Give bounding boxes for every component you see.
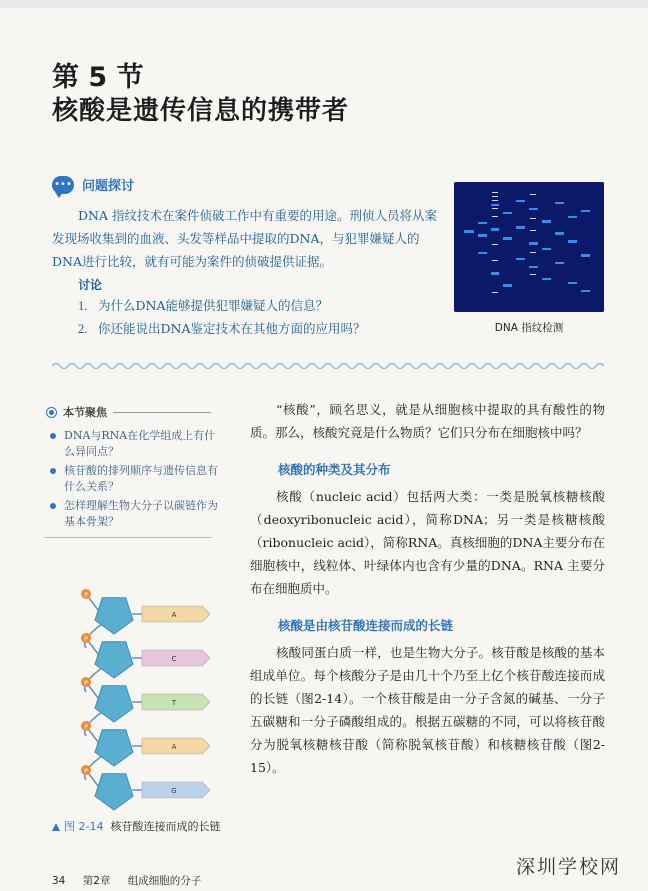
- discussion-header: [52, 175, 134, 194]
- focus-item: DNA与RNA在化学组成上有什么异同点？: [48, 428, 218, 460]
- phosphate-label: P: [84, 768, 88, 775]
- page-number: 34: [52, 875, 66, 887]
- focus-target-icon: [46, 407, 57, 418]
- base-letter: G: [171, 787, 177, 795]
- heading-nucleic-acid-types: 核酸的种类及其分布: [278, 462, 391, 477]
- phosphate-label: P: [84, 724, 88, 731]
- section-focus-list: [48, 428, 218, 533]
- main-text-column: [250, 398, 605, 779]
- intro-paragraph: “核酸”，顾名思义，就是从细胞核中提取的具有酸性的物质。那么，核酸究竟是什么物质？它们只分布在细胞核中吗？: [250, 402, 605, 440]
- figure-caption: [52, 818, 220, 834]
- paragraph-nucleotide-chain: 核酸同蛋白质一样，也是生物大分子。核苷酸是核酸的基本组成单位。每个核酸分子是由几十个乃至上亿个核苷酸连接而成的长链（图2-14）。一个核苷酸是由一分子含氮的碱基、一分子五碳糖和一分子磷酸组成的。根据五碳糖的不同，可以将核苷酸分为脱氧核糖核苷酸（简称脱氧核苷酸）和核糖核苷酸（图2-15）。: [250, 645, 605, 775]
- speech-bubble-icon: •••: [52, 176, 74, 194]
- section-focus-title: 本节聚焦: [63, 406, 107, 419]
- dna-photo-caption: DNA 指纹检测: [494, 322, 564, 334]
- section-title: 核酸是遗传信息的携带者: [52, 96, 350, 126]
- focus-item: 怎样理解生物大分子以碳链作为基本骨架？: [48, 498, 218, 530]
- figure-caption-label: 图 2-14: [64, 820, 104, 833]
- section-focus-header: [46, 404, 211, 420]
- chapter-title: 组成细胞的分子: [127, 875, 202, 887]
- base-letter: A: [171, 743, 177, 751]
- sugar-pentagon: [95, 730, 133, 766]
- phosphate-label: P: [84, 636, 88, 643]
- triangle-marker-icon: [52, 823, 60, 831]
- chapter-number: 第2章: [82, 875, 111, 887]
- base-letter: A: [171, 611, 177, 619]
- focus-bottom-rule: [44, 537, 212, 538]
- question-number: 2.: [78, 322, 88, 336]
- figure-caption-text: 核苷酸连接而成的长链: [110, 820, 221, 833]
- dna-gel-bands: [454, 182, 604, 312]
- talk-label: 讨论: [78, 278, 103, 292]
- base-letter: T: [171, 699, 177, 707]
- phosphate-label: P: [84, 592, 88, 599]
- wavy-divider: [52, 360, 604, 372]
- dna-fingerprint-photo: [454, 182, 604, 312]
- discussion-paragraph: DNA 指纹技术在案件侦破工作中有重要的用途。刑侦人员将从案发现场收集到的血液、头发等样品中提取的DNA，与犯罪嫌疑人的DNA进行比较，就有可能为案件的侦破提供证据。: [52, 208, 437, 269]
- question-number: 1.: [78, 299, 88, 313]
- watermark-logo: 深圳学校网: [516, 856, 622, 878]
- sugar-pentagon: [95, 686, 133, 722]
- page-footer: [52, 873, 215, 888]
- nucleotide-chain-diagram: [62, 582, 222, 814]
- discussion-title: 问题探讨: [82, 179, 135, 194]
- paragraph-nucleic-acid-types: 核酸（nucleic acid）包括两大类：一类是脱氧核糖核酸（deoxyribonucleic acid），简称DNA；另一类是核糖核酸（ribonucleic acid），简称RNA。真核细胞的DNA主要分布在细胞核中，线粒体、叶绿体内也含有少量的DNA。RNA 主要分布在细胞质中。: [250, 489, 605, 596]
- top-band: [0, 0, 648, 8]
- section-number: 第 5 节: [52, 62, 144, 93]
- focus-header-rule: [113, 412, 211, 413]
- base-letter: C: [171, 655, 177, 663]
- question-item: [78, 296, 328, 314]
- sugar-pentagon: [95, 598, 133, 634]
- question-item: [78, 319, 366, 337]
- sugar-pentagon: [95, 642, 133, 678]
- heading-nucleotide-chain: 核酸是由核苷酸连接而成的长链: [278, 618, 454, 633]
- sugar-pentagon: [95, 774, 133, 810]
- question-text: 为什么DNA能够提供犯罪嫌疑人的信息？: [98, 298, 328, 313]
- question-text: 你还能说出DNA鉴定技术在其他方面的应用吗？: [98, 321, 366, 336]
- focus-item: 核苷酸的排列顺序与遗传信息有什么关系？: [48, 463, 218, 495]
- phosphate-label: P: [84, 680, 88, 687]
